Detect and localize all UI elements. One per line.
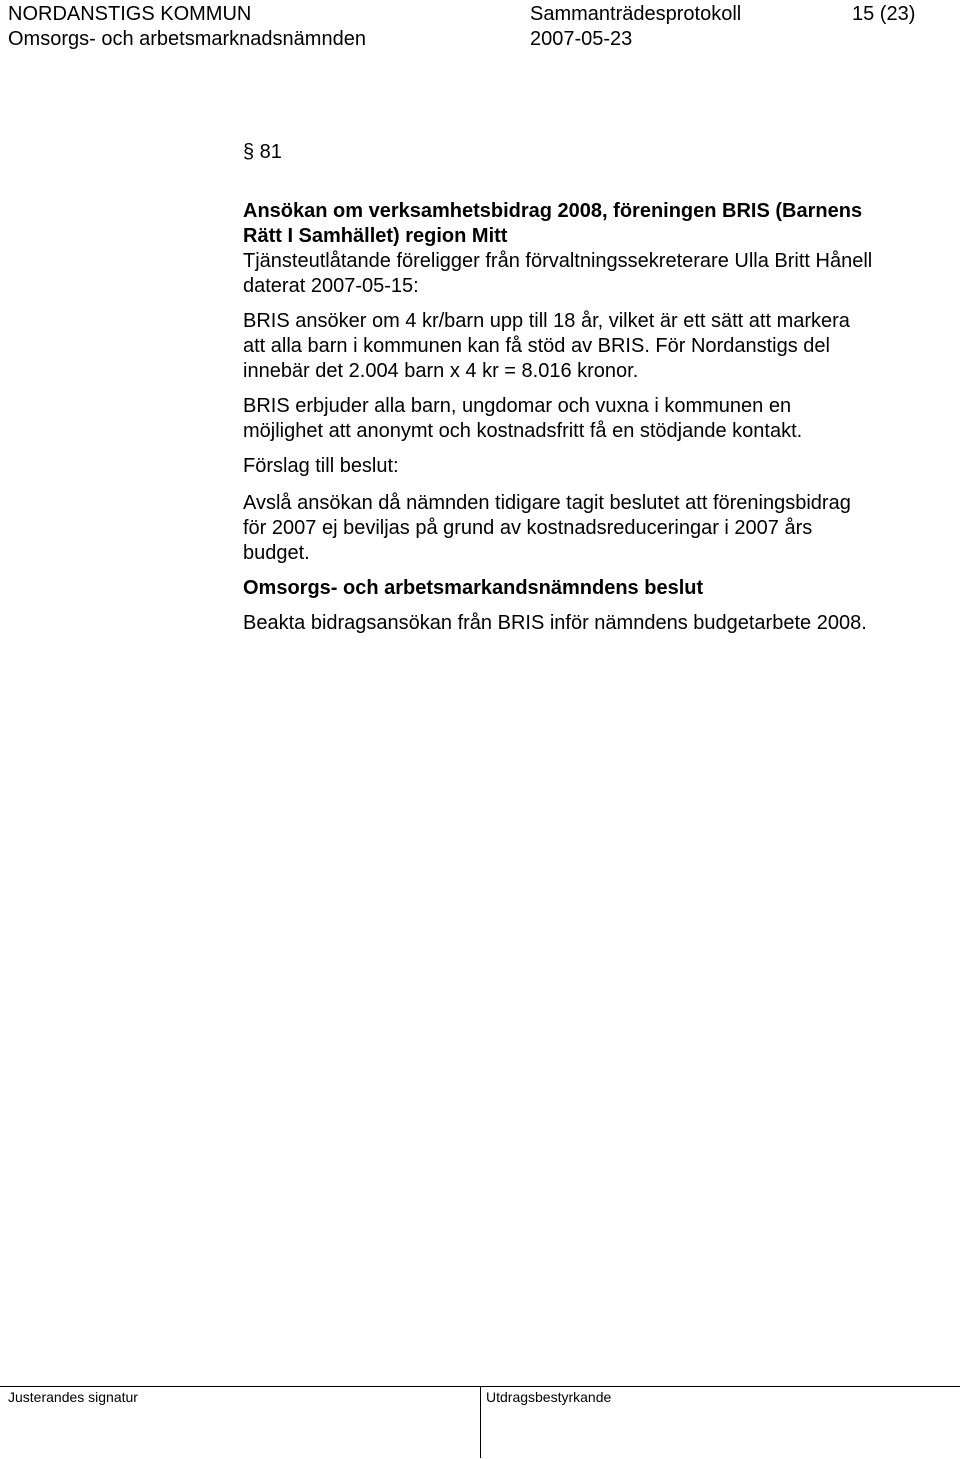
org-name: NORDANSTIGS KOMMUN <box>8 3 252 25</box>
document-type: Sammanträdesprotokoll <box>530 3 742 25</box>
certification-label: Utdragsbestyrkande <box>486 1389 612 1405</box>
decision-text: Beakta bidragsansökan från BRIS inför nämndens budgetarbete 2008. <box>243 612 867 634</box>
item-title-line: Ansökan om verksamhetsbidrag 2008, föreningen BRIS (Barnens <box>243 200 863 222</box>
document-body <box>243 199 943 636</box>
decision-heading: Omsorgs- och arbetsmarkandsnämndens beslut <box>243 577 704 599</box>
signature-label: Justerandes signatur <box>8 1389 138 1405</box>
intro-line: daterat 2007-05-15: <box>243 275 419 297</box>
proposal-line: budget. <box>243 542 310 564</box>
intro-line: Tjänsteutlåtande föreligger från förvaltningssekreterare Ulla Britt Hånell <box>243 250 873 272</box>
proposal-line: för 2007 ej beviljas på grund av kostnadsreduceringar i 2007 års <box>243 517 813 539</box>
paragraph-line: möjlighet att anonymt och kostnadsfritt få en stödjande kontakt. <box>243 420 803 442</box>
proposal-heading: Förslag till beslut: <box>243 455 399 477</box>
footer-divider <box>480 1386 481 1458</box>
meeting-date: 2007-05-23 <box>530 28 633 50</box>
paragraph-line: BRIS ansöker om 4 kr/barn upp till 18 år, vilket är ett sätt att markera <box>243 310 850 332</box>
committee-name: Omsorgs- och arbetsmarknadsnämnden <box>8 28 366 50</box>
proposal-line: Avslå ansökan då nämnden tidigare tagit beslutet att föreningsbidrag <box>243 492 851 514</box>
section-number: § 81 <box>243 141 282 163</box>
paragraph-line: innebär det 2.004 barn x 4 kr = 8.016 kronor. <box>243 360 639 382</box>
paragraph-line: att alla barn i kommunen kan få stöd av BRIS. För Nordanstigs del <box>243 335 830 357</box>
page-number: 15 (23) <box>852 3 916 25</box>
item-title-line: Rätt I Samhället) region Mitt <box>243 225 508 247</box>
paragraph-line: BRIS erbjuder alla barn, ungdomar och vuxna i kommunen en <box>243 395 792 417</box>
